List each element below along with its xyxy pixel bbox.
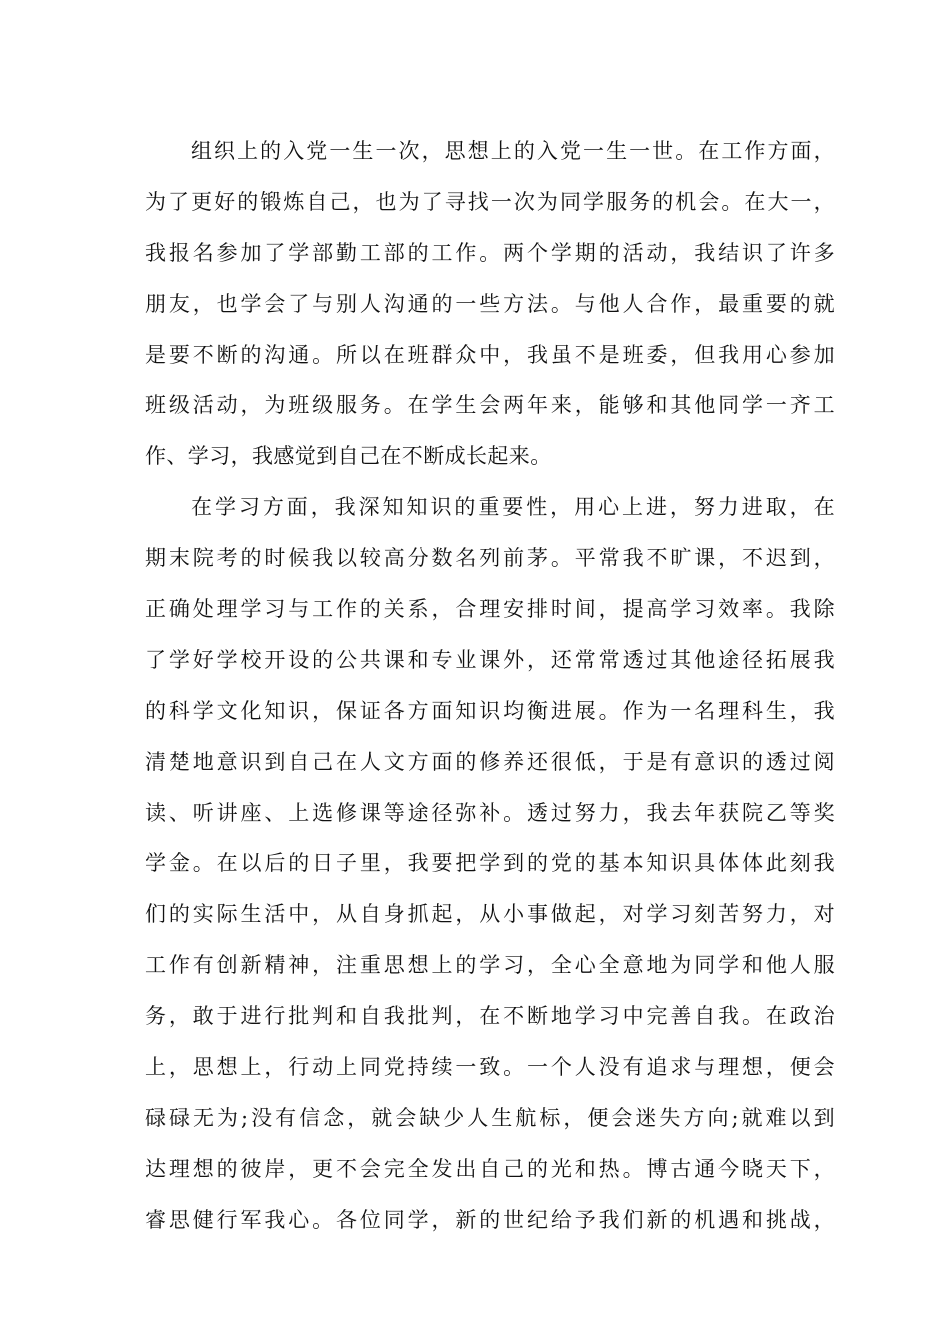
text-line: 的科学文化知识，保证各方面知识均衡进展。作为一名理科生，我: [145, 698, 835, 723]
paragraph-work: [145, 126, 835, 482]
text-line: 睿思健行军我心。各位同学，新的世纪给予我们新的机遇和挑战，: [145, 1207, 835, 1232]
text-line: 朋友，也学会了与别人沟通的一些方法。与他人合作，最重要的就: [145, 291, 835, 316]
text-line: 工作有创新精神，注重思想上的学习，全心全意地为同学和他人服: [145, 953, 835, 978]
text-line: 务，敢于进行批判和自我批判，在不断地学习中完善自我。在政治: [145, 1004, 835, 1029]
text-line: 了学好学校开设的公共课和专业课外，还常常透过其他途径拓展我: [145, 647, 835, 672]
text-line: 碌碌无为;没有信念，就会缺少人生航标，便会迷失方向;就难以到: [145, 1105, 835, 1130]
text-line: 学金。在以后的日子里，我要把学到的党的基本知识具体体此刻我: [145, 851, 835, 876]
text-line: 班级活动，为班级服务。在学生会两年来，能够和其他同学一齐工: [145, 393, 835, 418]
document-body: [145, 126, 835, 1246]
text-line: 读、听讲座、上选修课等途径弥补。透过努力，我去年获院乙等奖: [145, 800, 835, 825]
text-line: 达理想的彼岸，更不会完全发出自己的光和热。博古通今晓天下，: [145, 1156, 835, 1181]
text-line: 期末院考的时候我以较高分数名列前茅。平常我不旷课，不迟到，: [145, 546, 835, 571]
text-line: 作、学习，我感觉到自己在不断成长起来。: [145, 444, 552, 469]
paragraph-study: [145, 482, 835, 1245]
text-line: 们的实际生活中，从自身抓起，从小事做起，对学习刻苦努力，对: [145, 902, 835, 927]
text-line: 组织上的入党一生一次，思想上的入党一生一世。在工作方面，: [191, 139, 835, 163]
text-line: 在学习方面，我深知知识的重要性，用心上进，努力进取，在: [191, 495, 835, 520]
text-line: 清楚地意识到自己在人文方面的修养还很低，于是有意识的透过阅: [145, 749, 835, 774]
text-line: 上，思想上，行动上同党持续一致。一个人没有追求与理想，便会: [145, 1055, 835, 1080]
text-line: 正确处理学习与工作的关系，合理安排时间，提高学习效率。我除: [145, 597, 835, 622]
text-line: 我报名参加了学部勤工部的工作。两个学期的活动，我结识了许多: [145, 240, 835, 265]
text-line: 为了更好的锻炼自己，也为了寻找一次为同学服务的机会。在大一，: [145, 189, 835, 214]
text-line: 是要不断的沟通。所以在班群众中，我虽不是班委，但我用心参加: [145, 342, 835, 367]
